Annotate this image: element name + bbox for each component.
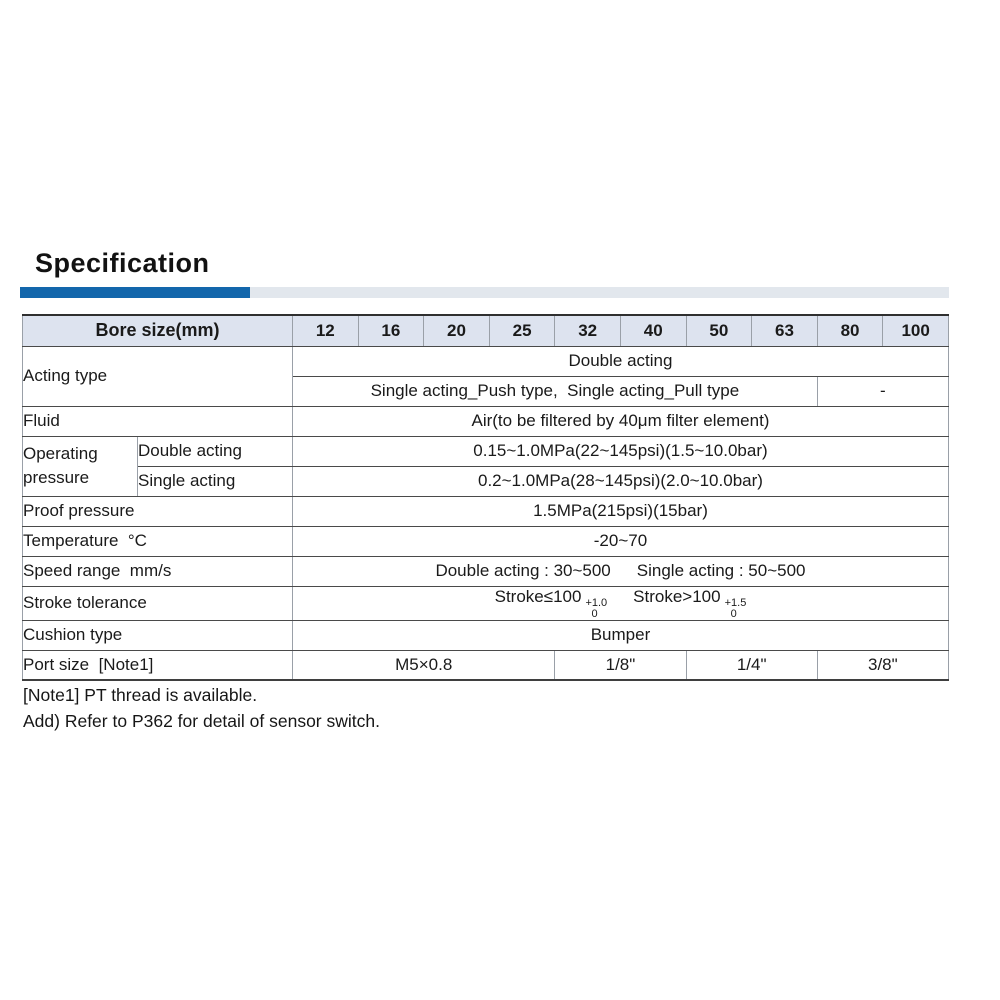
footer-notes <box>23 682 380 734</box>
proof-pressure-label: Proof pressure <box>23 496 293 526</box>
speed-range-single: Single acting : 50~500 <box>636 561 806 580</box>
table-row-stroke-tolerance <box>23 586 949 620</box>
header-col-12: 12 <box>293 315 359 346</box>
header-col-25: 25 <box>489 315 555 346</box>
header-col-16: 16 <box>358 315 424 346</box>
header-col-40: 40 <box>620 315 686 346</box>
table-row-cushion-type <box>23 620 949 650</box>
stroke-tolerance-le100: Stroke≤100 <box>494 586 582 606</box>
note-1: [Note1] PT thread is available. <box>23 685 258 705</box>
operating-pressure-single-value: 0.2~1.0MPa(28~145psi)(2.0~10.0bar) <box>293 466 949 496</box>
table-row-acting-type-double <box>23 346 949 376</box>
title-underline-bar-accent <box>20 287 250 298</box>
operating-pressure-sub-single: Single acting <box>138 466 293 496</box>
specification-table <box>22 314 949 681</box>
temperature-value: -20~70 <box>293 526 949 556</box>
header-col-80: 80 <box>817 315 883 346</box>
header-col-20: 20 <box>424 315 490 346</box>
temperature-label: Temperature °C <box>23 526 293 556</box>
table-row-operating-pressure-double <box>23 436 949 466</box>
port-size-3-8: 3/8" <box>817 650 948 680</box>
note-2: Add) Refer to P362 for detail of sensor switch. <box>23 711 380 731</box>
table-row-fluid <box>23 406 949 436</box>
operating-pressure-sub-double: Double acting <box>138 436 293 466</box>
table-row-operating-pressure-single <box>23 466 949 496</box>
operating-pressure-label: Operating pressure <box>23 436 138 496</box>
cushion-type-label: Cushion type <box>23 620 293 650</box>
acting-type-double-value: Double acting <box>293 346 949 376</box>
port-size-m5: M5×0.8 <box>293 650 555 680</box>
page-title: Specification <box>35 248 210 278</box>
header-col-63: 63 <box>752 315 818 346</box>
table-row-port-size <box>23 650 949 680</box>
cushion-type-value: Bumper <box>293 620 949 650</box>
port-size-1-8: 1/8" <box>555 650 686 680</box>
port-size-label: Port size [Note1] <box>23 650 293 680</box>
table-row-header <box>23 315 949 346</box>
acting-type-label: Acting type <box>23 346 293 406</box>
acting-type-single-na: - <box>817 376 948 406</box>
stroke-tolerance-value <box>293 586 949 620</box>
fluid-value: Air(to be filtered by 40μm filter element) <box>293 406 949 436</box>
speed-range-double: Double acting : 30~500 <box>435 561 611 580</box>
port-size-1-4: 1/4" <box>686 650 817 680</box>
header-bore-size: Bore size(mm) <box>23 315 293 346</box>
header-col-50: 50 <box>686 315 752 346</box>
title-underline-bar <box>20 287 949 298</box>
stroke-tolerance-gt100: Stroke>100 <box>633 586 721 606</box>
table-row-proof-pressure <box>23 496 949 526</box>
table-row-temperature <box>23 526 949 556</box>
proof-pressure-value: 1.5MPa(215psi)(15bar) <box>293 496 949 526</box>
operating-pressure-double-value: 0.15~1.0MPa(22~145psi)(1.5~10.0bar) <box>293 436 949 466</box>
stroke-tolerance-gt100-tol: +1.5 0 <box>724 596 747 620</box>
speed-range-label: Speed range mm/s <box>23 556 293 586</box>
header-col-32: 32 <box>555 315 621 346</box>
speed-range-value <box>293 556 949 586</box>
fluid-label: Fluid <box>23 406 293 436</box>
header-col-100: 100 <box>883 315 949 346</box>
acting-type-single-value: Single acting_Push type, Single acting_Pull type <box>293 376 818 406</box>
stroke-tolerance-label: Stroke tolerance <box>23 586 293 620</box>
stroke-tolerance-le100-tol: +1.0 0 <box>585 596 608 620</box>
table-row-speed-range <box>23 556 949 586</box>
